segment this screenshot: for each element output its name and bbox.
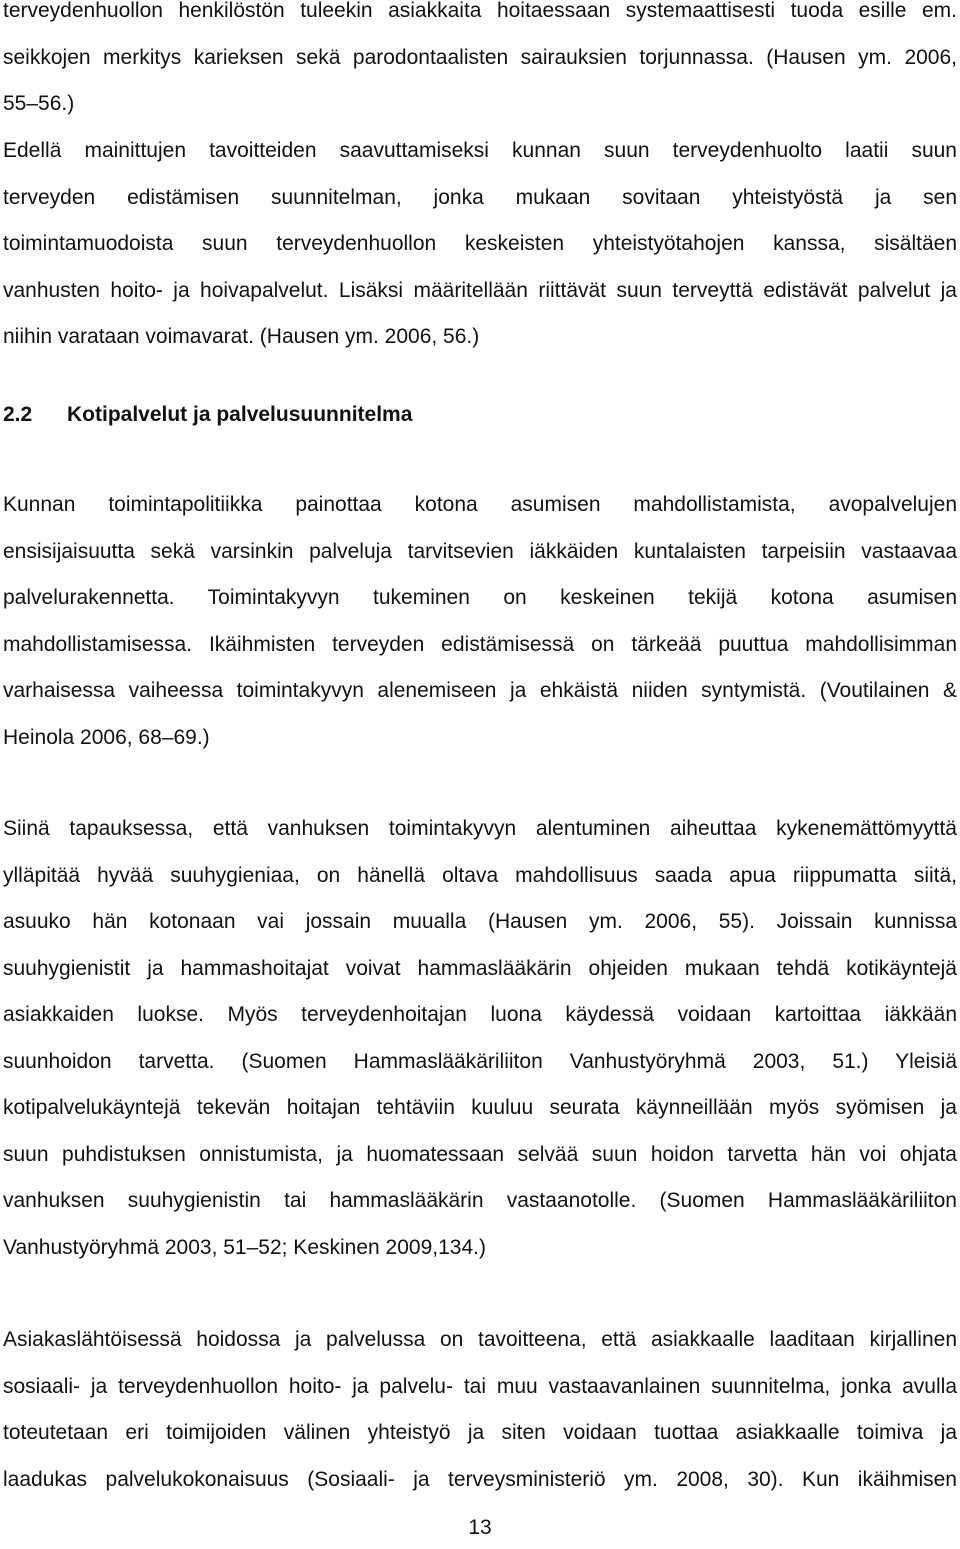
text-line: Vanhustyöryhmä 2003, 51–52; Keskinen 2009,134.) (3, 1235, 486, 1259)
text-line: laadukas palvelukokonaisuus (Sosiaali- ja terveysministeriö ym. 2008, 30). Kun ikäihmisen (3, 1467, 957, 1491)
text-line: palvelurakennetta. Toimintakyvyn tukeminen on keskeinen tekijä kotona asumisen (3, 586, 957, 609)
paragraph-oral-hygiene-support (3, 806, 957, 1271)
text-line: 55–56.) (3, 92, 75, 115)
page-number: 13 (468, 1516, 492, 1539)
text-line: suuhygienistit ja hammashoitajat voivat hammaslääkärin ohjeiden mukaan tehdä kotikäyntejä (3, 956, 957, 980)
text-line: terveyden edistämisen suunnitelman, jonka mukaan sovitaan yhteistyöstä ja sen (3, 185, 957, 209)
text-line: ensisijaisuutta sekä varsinkin palveluja tarvitsevien iäkkäiden kuntalaisten tarpeisiin vastaavaa (3, 539, 957, 563)
text-line: suunhoidon tarvetta. (Suomen Hammaslääkäriliiton Vanhustyöryhmä 2003, 51.) Yleisiä (3, 1049, 957, 1073)
text-line: mahdollistamisessa. Ikäihmisten terveyden edistämisessä on tärkeää puuttua mahdollisimman (3, 632, 957, 656)
text-line: Siinä tapauksessa, että vanhuksen toimintakyvyn alentuminen aiheuttaa kykenemättömyyttä (3, 817, 957, 840)
text-line: terveydenhuollon henkilöstön tuleekin asiakkaita hoitaessaan systemaattisesti tuoda esille em. (3, 0, 957, 22)
text-line: Heinola 2006, 68–69.) (3, 725, 210, 749)
text-line: Asiakaslähtöisessä hoidossa ja palvelussa on tavoitteena, että asiakkaalle laaditaan kirjallinen (3, 1328, 957, 1351)
text-line: vanhusten hoito- ja hoivapalvelut. Lisäksi määritellään riittävät suun terveyttä edistävät palvelut ja (3, 278, 957, 302)
text-line: asiakkaiden luokse. Myös terveydenhoitajan luona käydessä voidaan kartoittaa iäkkään (3, 1003, 957, 1026)
text-line: toimintamuodoista suun terveydenhuollon keskeisten yhteistyötahojen kanssa, sisältäen (3, 232, 957, 255)
text-line: varhaisessa vaiheessa toimintakyvyn alenemiseen ja ehkäistä niiden syntymistä. (Voutilainen & (3, 679, 957, 702)
paragraph-health-promotion-plan (3, 128, 957, 361)
text-line: ylläpitää hyvää suuhygieniaa, on hänellä oltava mahdollisuus saada apua riippumatta siitä, (3, 863, 957, 887)
text-line: toteutetaan eri toimijoiden välinen yhteistyö ja siten voidaan tuottaa asiakkaalle toimiva ja (3, 1421, 957, 1444)
text-line: kotipalvelukäyntejä tekevän hoitajan tehtäviin kuuluu seurata käynneillään myös syömisen ja (3, 1096, 957, 1119)
text-line: asuuko hän kotonaan vai jossain muualla (Hausen ym. 2006, 55). Joissain kunnissa (3, 910, 957, 933)
text-line: Edellä mainittujen tavoitteiden saavuttamiseksi kunnan suun terveydenhuolto laatii suun (3, 139, 957, 162)
text-line: Kunnan toimintapolitiikka painottaa kotona asumisen mahdollistamista, avopalvelujen (3, 493, 957, 516)
paragraph-municipal-policy (3, 482, 957, 761)
paragraph-client-oriented-care (3, 1317, 957, 1503)
text-line: vanhuksen suuhygienistin tai hammaslääkärin vastaanotolle. (Suomen Hammaslääkäriliiton (3, 1189, 957, 1212)
text-line: niihin varataan voimavarat. (Hausen ym. 2006, 56.) (3, 325, 480, 348)
paragraph-continuation (3, 0, 957, 128)
section-title: Kotipalvelut ja palvelusuunnitelma (67, 403, 413, 426)
text-line: sosiaali- ja terveydenhuollon hoito- ja palvelu- tai muu vastaavanlainen suunnitelma, jonka avulla (3, 1374, 957, 1398)
text-line: suun puhdistuksen onnistumista, ja huomatessaan selvää suun hoidon tarvetta hän voi ohjata (3, 1142, 957, 1166)
section-number: 2.2 (3, 403, 33, 426)
text-line: seikkojen merkitys karieksen sekä parodontaalisten sairauksien torjunnassa. (Hausen ym. 2006, (3, 45, 957, 69)
section-heading (3, 392, 412, 438)
